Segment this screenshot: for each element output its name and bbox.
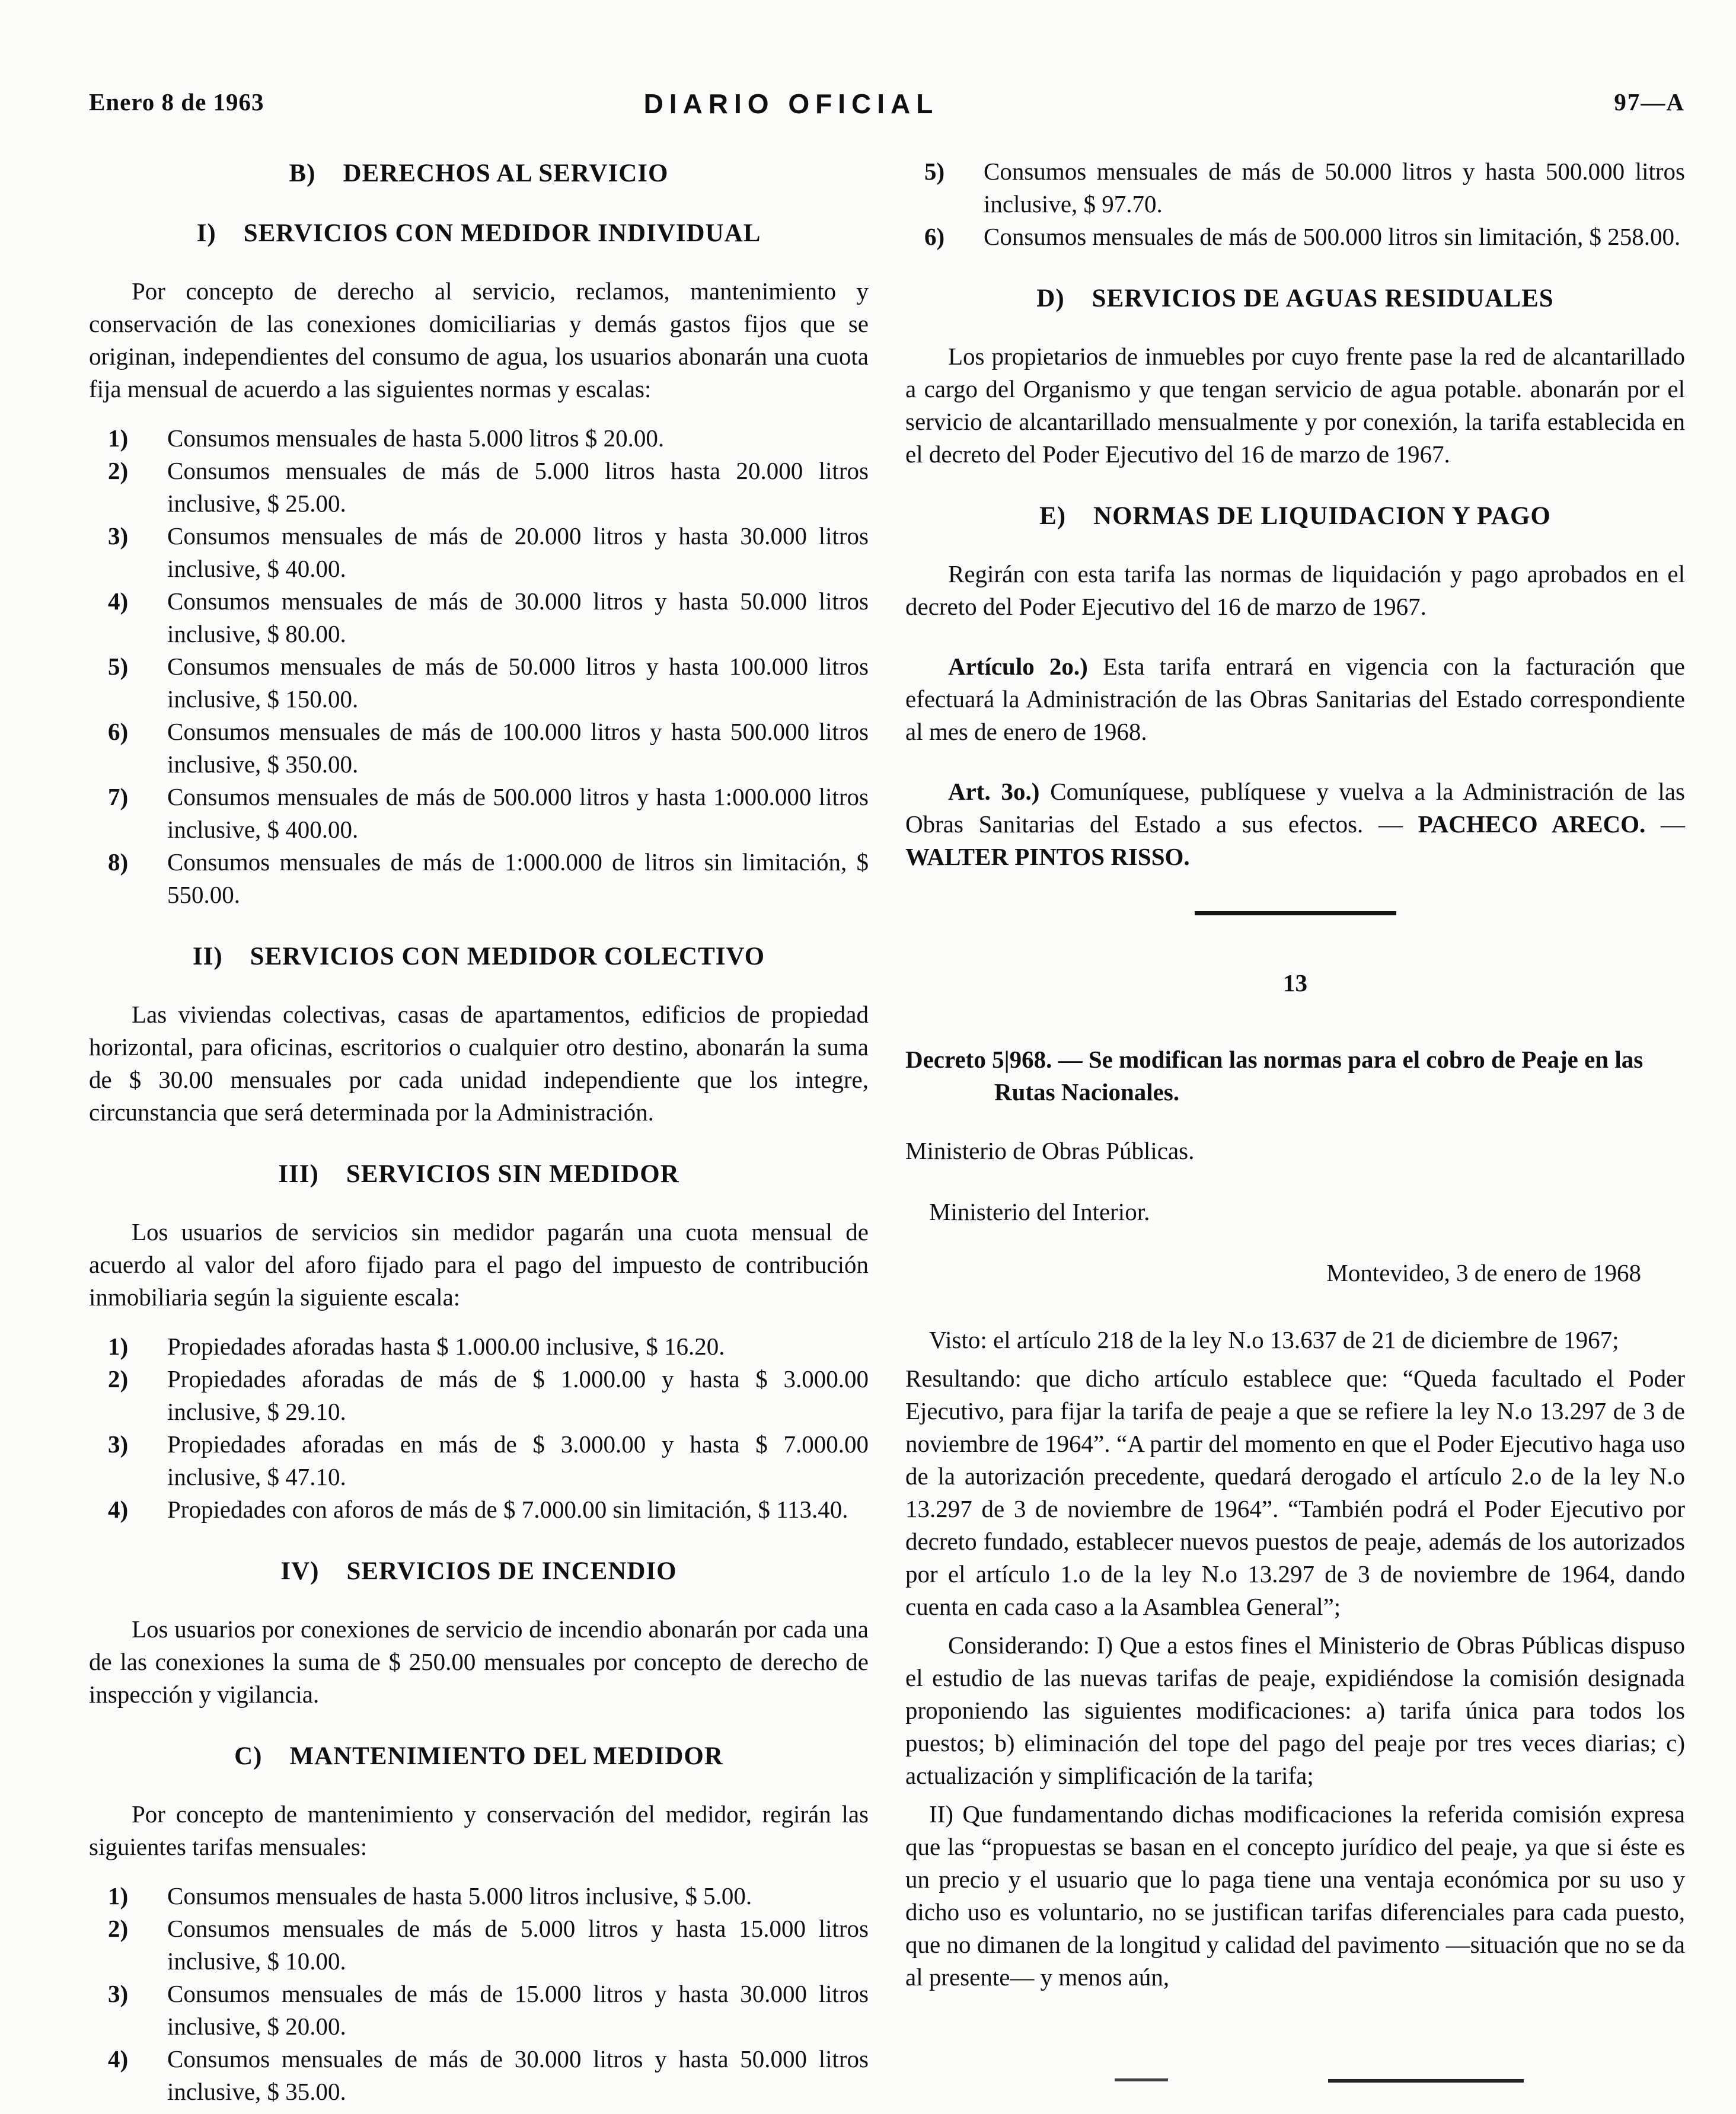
page-number: 97—A	[1614, 88, 1685, 116]
paragraph-visto: Visto: el artículo 218 de la ley N.o 13.637 de 21 de diciembre de 1967;	[929, 1326, 1619, 1353]
section-title: SERVICIOS CON MEDIDOR INDIVIDUAL	[243, 219, 761, 247]
item-text: Propiedades aforadas hasta $ 1.000.00 inclusive, $ 16.20.	[167, 1333, 725, 1360]
paragraph-residuales: Los propietarios de inmuebles por cuyo frente pase la red de alcantarillado a cargo del Organismo y que tengan servicio de agua potable. abonarán por el servicio de alcantarillado mensualmente y por conexión, la tarifa establecida en el decreto del Poder Ejecutivo del 16 de marzo de 1967.	[905, 343, 1685, 468]
section-prefix: I)	[196, 219, 216, 247]
list-item	[89, 1330, 869, 1363]
paragraph-mantenimiento: Por concepto de mantenimiento y conservación del medidor, regirán las siguientes tarifas mensuales:	[89, 1800, 869, 1860]
list-item	[89, 422, 869, 455]
section-prefix: B)	[289, 159, 316, 187]
list-item	[89, 1493, 869, 1526]
tariff-list-aforos	[89, 1330, 869, 1526]
section-heading-ii	[89, 942, 869, 971]
paragraph-normas: Regirán con esta tarifa las normas de liquidación y pago aprobados en el decreto del Poder Ejecutivo del 16 de marzo de 1967.	[905, 560, 1685, 620]
section-prefix: C)	[234, 1742, 263, 1770]
list-item	[89, 585, 869, 650]
article-text: Comuníquese, publíquese y vuelva a la Administración de las Obras Sanitarias del Estado a sus efectos. —	[905, 778, 1685, 838]
item-text: Consumos mensuales de más de 15.000 litros y hasta 30.000 litros inclusive, $ 20.00.	[167, 1980, 869, 2040]
item-text: Propiedades con aforos de más de $ 7.000.00 sin limitación, $ 113.40.	[167, 1496, 848, 1523]
paragraph-incendio: Los usuarios por conexiones de servicio de incendio abonarán por cada una de las conexiones la suma de $ 250.00 mensuales por concepto de derecho de inspección y vigilancia.	[89, 1615, 869, 1708]
item-number: 8)	[108, 848, 129, 876]
section-heading-b	[89, 159, 869, 188]
page-header	[89, 88, 1685, 119]
list-item	[89, 1978, 869, 2043]
item-text: Consumos mensuales de hasta 5.000 litros $ 20.00.	[167, 424, 665, 452]
item-text: Consumos mensuales de más de 500.000 litros y hasta 1:000.000 litros inclusive, $ 400.00.	[167, 783, 869, 843]
item-text: Consumos mensuales de más de 1:000.000 de litros sin limitación, $ 550.00.	[167, 848, 869, 908]
tariff-list-mantenimiento	[89, 1880, 869, 2108]
item-number: 1)	[108, 424, 129, 452]
edition-date: Enero 8 de 1963	[89, 88, 264, 116]
item-number: 3)	[108, 1980, 129, 2007]
item-number: 6)	[108, 718, 129, 745]
item-text: Consumos mensuales de más de 20.000 litros y hasta 30.000 litros inclusive, $ 40.00.	[167, 522, 869, 582]
paragraph-intro: Por concepto de derecho al servicio, reclamos, mantenimiento y conservación de las conexiones domiciliarias y demás gastos fijos que se originan, independientes del consumo de agua, los usuarios abonarán una cuota fija mensual de acuerdo a las siguientes normas y escalas:	[89, 277, 869, 403]
left-column	[89, 155, 869, 2114]
section-prefix: II)	[192, 943, 223, 970]
list-item	[89, 781, 869, 846]
item-text: Propiedades aforadas de más de $ 1.000.00 y hasta $ 3.000.00 inclusive, $ 29.10.	[167, 1365, 869, 1425]
section-divider-rule	[1195, 911, 1396, 915]
item-number: 2)	[108, 1365, 129, 1393]
section-heading-d	[905, 284, 1685, 313]
item-text: Consumos mensuales de más de 30.000 litros y hasta 50.000 litros inclusive, $ 35.00.	[167, 2045, 869, 2105]
two-column-layout	[89, 155, 1685, 2114]
item-number: 1)	[108, 1882, 129, 1909]
list-item	[89, 1912, 869, 1978]
item-number: 4)	[108, 2045, 129, 2073]
section-prefix: IV)	[280, 1557, 320, 1585]
section-title: DERECHOS AL SERVICIO	[343, 159, 669, 187]
item-text: Consumos mensuales de más de 100.000 litros y hasta 500.000 litros inclusive, $ 350.00.	[167, 718, 869, 778]
section-title: NORMAS DE LIQUIDACION Y PAGO	[1093, 502, 1551, 530]
paragraph-colectivo: Las viviendas colectivas, casas de apartamentos, edificios de propiedad horizontal, para oficinas, escritorios o cualquier otro destino, abonarán la suma de $ 30.00 mensuales por cada unidad independiente que los integre, circunstancia que será determinada por la Administración.	[89, 1001, 869, 1126]
dateline: Montevideo, 3 de enero de 1968	[1326, 1259, 1641, 1286]
item-text: Consumos mensuales de más de 5.000 litros y hasta 15.000 litros inclusive, $ 10.00.	[167, 1915, 869, 1975]
signer-separator: —	[1645, 810, 1685, 838]
section-heading-iv	[89, 1557, 869, 1586]
item-text: Consumos mensuales de más de 50.000 litros y hasta 100.000 litros inclusive, $ 150.00.	[167, 653, 869, 713]
item-text: Consumos mensuales de hasta 5.000 litros inclusive, $ 5.00.	[167, 1882, 752, 1909]
article-label: Artículo 2o.)	[948, 653, 1088, 680]
item-number: 4)	[108, 1496, 129, 1523]
item-number: 3)	[108, 1430, 129, 1458]
item-number: 4)	[108, 587, 129, 615]
paragraph-articulo-2	[905, 650, 1685, 748]
item-number: 5)	[108, 653, 129, 680]
list-item	[905, 221, 1685, 253]
ministry-line: Ministerio de Obras Públicas.	[905, 1137, 1195, 1164]
section-heading-c	[89, 1742, 869, 1771]
decree-title: Decreto 5|968. — Se modifican las normas para el cobro de Peaje en las Rutas Nacionales.	[905, 1046, 1644, 1106]
section-prefix: E)	[1039, 502, 1067, 530]
paragraph-considerando: Considerando: I) Que a estos fines el Ministerio de Obras Públicas dispuso el estudio de las nuevas tarifas de peaje, expidiéndose la comisión designada proponiendo las siguientes modificaciones: a) tarifa única para todos los puestos; b) eliminación del tope del pago del peaje por tres veces diarias; c) actualización y simplificación de la tarifa;	[905, 1631, 1685, 1789]
list-item	[89, 2043, 869, 2108]
item-number: 2)	[108, 1915, 129, 1942]
signer-name: PACHECO ARECO.	[1418, 810, 1646, 838]
tariff-list-individual	[89, 422, 869, 911]
section-prefix: D)	[1036, 285, 1065, 312]
list-item	[89, 455, 869, 520]
section-title: SERVICIOS DE AGUAS RESIDUALES	[1092, 285, 1554, 312]
section-title: SERVICIOS CON MEDIDOR COLECTIVO	[250, 943, 765, 970]
item-number: 5)	[924, 158, 945, 185]
paragraph-sin-medidor: Los usuarios de servicios sin medidor pagarán una cuota mensual de acuerdo al valor del aforo fijado para el pago del impuesto de contribución inmobiliaria según la siguiente escala:	[89, 1218, 869, 1311]
ministry-line: Ministerio del Interior.	[929, 1198, 1150, 1225]
list-item	[89, 520, 869, 585]
list-item	[89, 1428, 869, 1493]
section-heading-e	[905, 502, 1685, 531]
list-item	[89, 650, 869, 716]
section-heading-i	[89, 219, 869, 248]
decree-item-number: 13	[1283, 969, 1307, 997]
masthead-title: DIARIO OFICIAL	[643, 88, 939, 119]
article-text: Esta tarifa entrará en vigencia con la facturación que efectuará la Administración de las Obras Sanitarias del Estado correspondiente al mes de enero de 1968.	[905, 653, 1685, 745]
item-number: 6)	[924, 223, 945, 250]
list-item	[89, 846, 869, 911]
item-number: 1)	[108, 1333, 129, 1360]
tariff-list-continuation	[905, 155, 1685, 253]
section-title: MANTENIMIENTO DEL MEDIDOR	[289, 1742, 723, 1770]
item-text: Consumos mensuales de más de 500.000 litros sin limitación, $ 258.00.	[984, 223, 1681, 250]
paragraph-articulo-3	[905, 775, 1685, 873]
paragraph-fundamento: II) Que fundamentando dichas modificaciones la referida comisión expresa que las “propuestas se basan en el concepto jurídico del peaje, ya que si éste es un precio y el usuario que lo paga tiene una ventaja económica por su uso y dicho uso es voluntario, no se justifican tarifas diferenciales para cada puesto, que no dimanen de la longitud y calidad del pavimento —situación que no se da al presente— y menos aún,	[905, 1800, 1685, 1991]
paragraph-resultando: Resultando: que dicho artículo establece que: “Queda facultado el Poder Ejecutivo, para fijar la tarifa de peaje a que se refiere la ley N.o 13.297 de 3 de noviembre de 1964”. “A partir del momento en que el Poder Ejecutivo haga uso de la autorización precedente, quedará derogado el artículo 2.o de la ley N.o 13.297 de 3 de noviembre de 1964”. “También podrá el Poder Ejecutivo por decreto fundado, establecer nuevos puestos de peaje, además de los autorizados por el artículo 1.o de la ley N.o 13.297 de 3 de noviembre de 1964, dando cuenta en cada caso a la Asamblea General”;	[905, 1365, 1685, 1620]
signer-name: WALTER PINTOS RISSO.	[905, 843, 1190, 870]
item-text: Propiedades aforadas en más de $ 3.000.00 y hasta $ 7.000.00 inclusive, $ 47.10.	[167, 1430, 869, 1490]
list-item	[905, 155, 1685, 221]
right-column	[905, 155, 1685, 2114]
list-item	[89, 716, 869, 781]
item-text: Consumos mensuales de más de 50.000 litros y hasta 500.000 litros inclusive, $ 97.70.	[984, 158, 1685, 218]
section-title: SERVICIOS SIN MEDIDOR	[346, 1160, 679, 1188]
item-text: Consumos mensuales de más de 5.000 litros hasta 20.000 litros inclusive, $ 25.00.	[167, 457, 869, 517]
list-item	[89, 1363, 869, 1428]
item-number: 2)	[108, 457, 129, 484]
list-item	[89, 1880, 869, 1912]
item-text: Consumos mensuales de más de 30.000 litros y hasta 50.000 litros inclusive, $ 80.00.	[167, 587, 869, 647]
scan-artifact-line	[1115, 2078, 1168, 2081]
scan-artifact-line	[1328, 2079, 1524, 2083]
section-title: SERVICIOS DE INCENDIO	[346, 1557, 677, 1585]
item-number: 7)	[108, 783, 129, 810]
section-heading-iii	[89, 1160, 869, 1189]
section-prefix: III)	[278, 1160, 319, 1188]
item-number: 3)	[108, 522, 129, 550]
article-label: Art. 3o.)	[948, 778, 1040, 805]
